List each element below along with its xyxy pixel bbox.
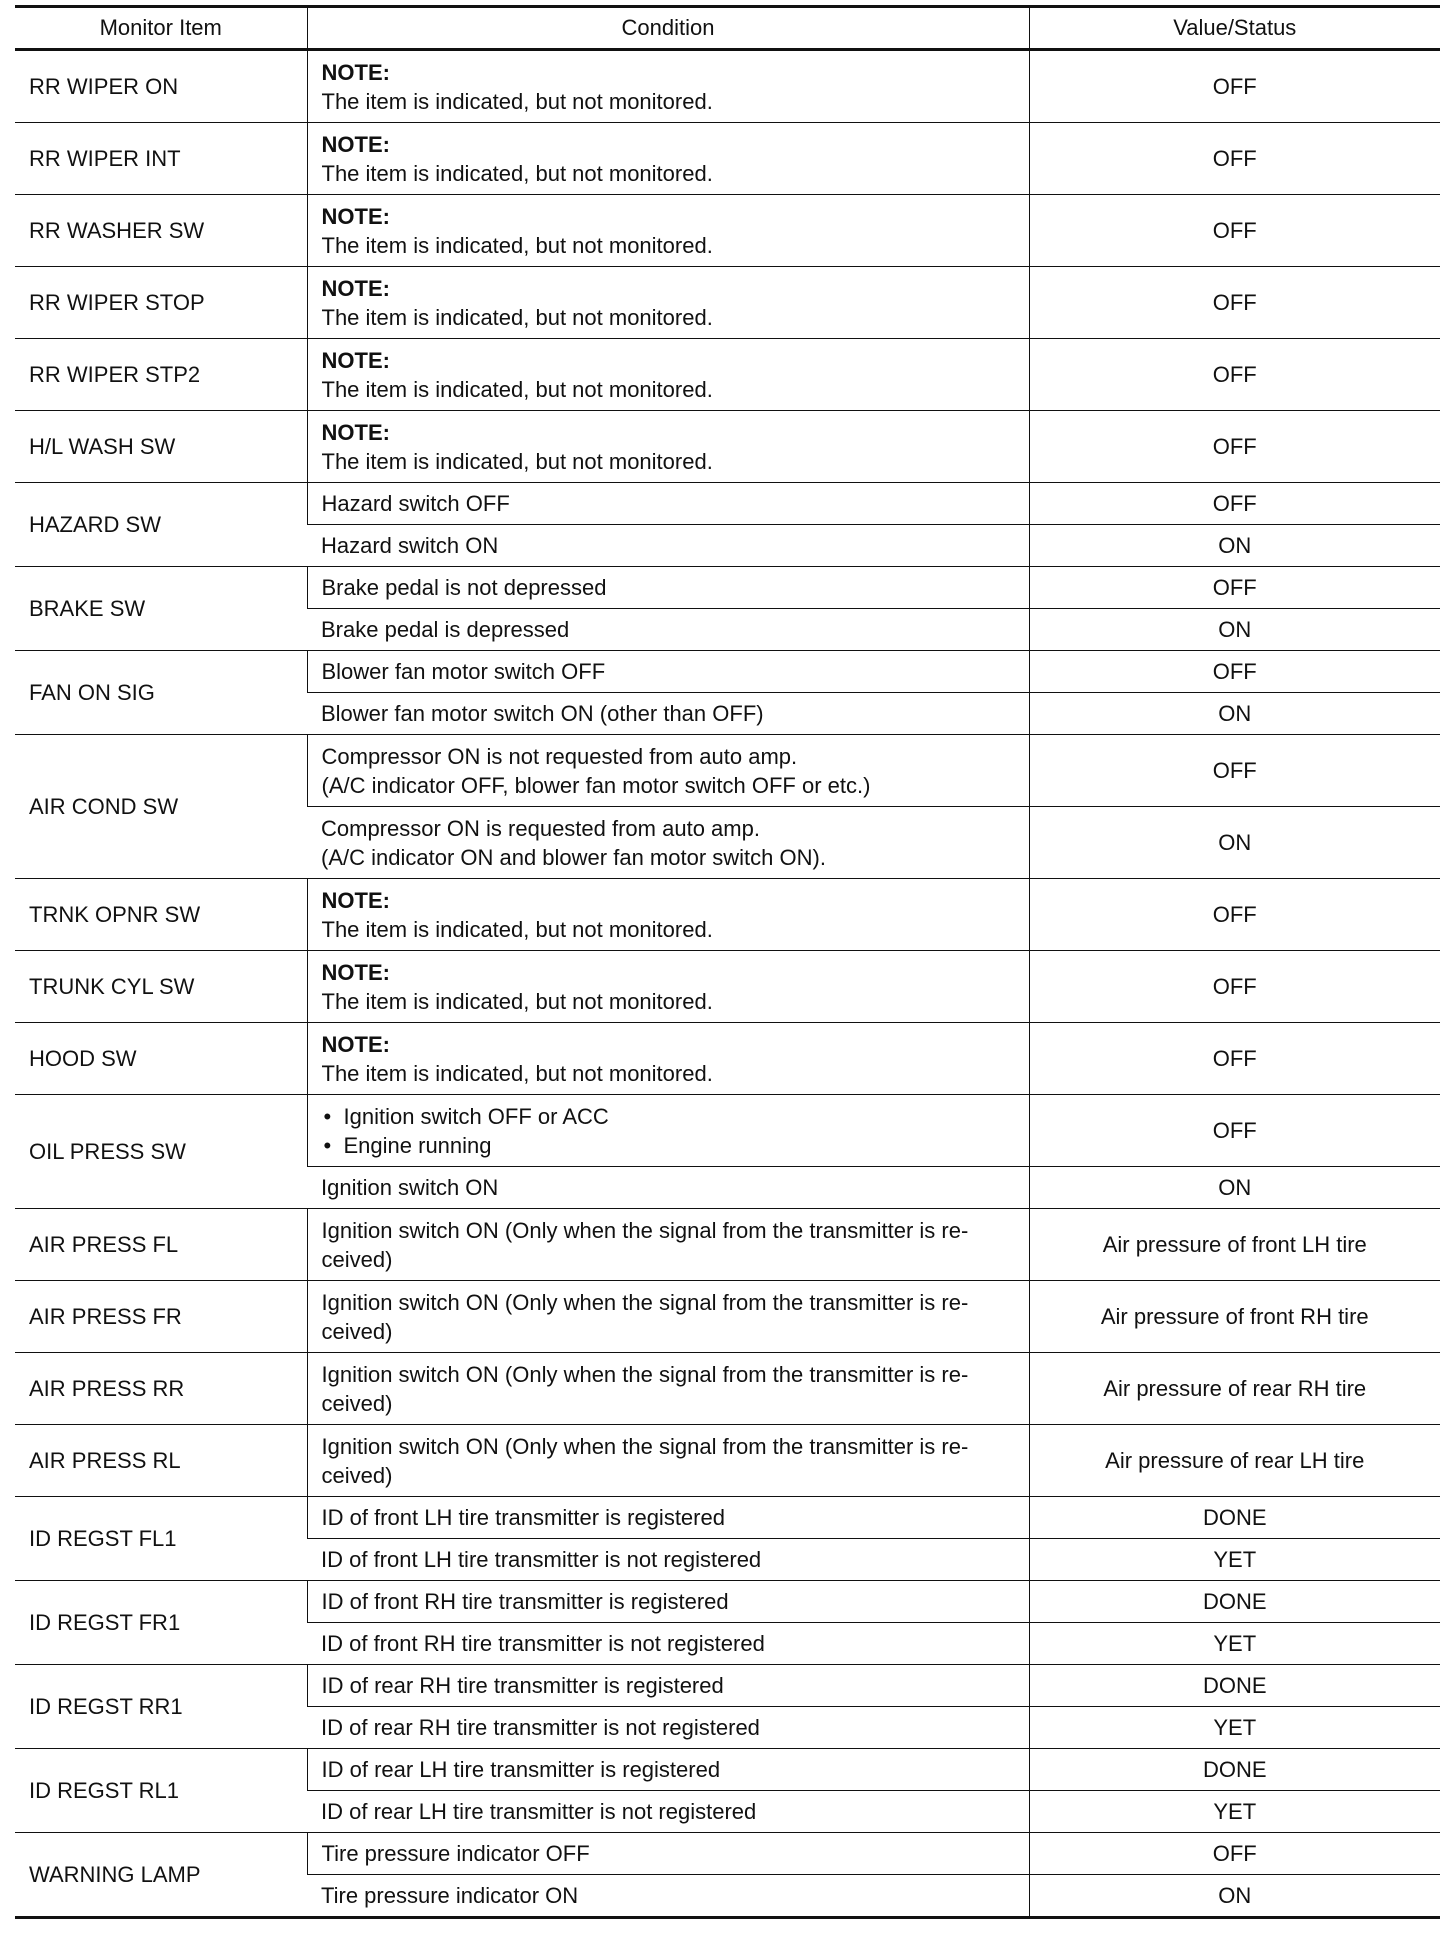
value-status-cell: ON <box>1029 1875 1440 1918</box>
header-condition: Condition <box>307 7 1029 50</box>
condition-text: The item is indicated, but not monitored. <box>321 448 713 474</box>
condition-cell: Blower fan motor switch OFF <box>307 651 1029 693</box>
condition-cell <box>307 411 1029 483</box>
condition-cell: ID of front LH tire transmitter is not registered <box>307 1539 1029 1581</box>
value-status-cell: Air pressure of rear RH tire <box>1029 1353 1440 1425</box>
value-status-cell: OFF <box>1029 483 1440 525</box>
condition-cell: Hazard switch ON <box>307 525 1029 567</box>
monitor-item-cell: ID REGST RR1 <box>15 1665 307 1749</box>
table-row <box>15 411 1440 483</box>
table-row <box>15 1281 1440 1353</box>
monitor-item-cell: RR WIPER STP2 <box>15 339 307 411</box>
value-status-cell: YET <box>1029 1623 1440 1665</box>
note-label: NOTE: <box>321 203 390 229</box>
condition-bullet-item: • Ignition switch OFF or ACC <box>322 1102 1015 1131</box>
condition-cell: ID of rear LH tire transmitter is registered <box>307 1749 1029 1791</box>
condition-line: Compressor ON is not requested from auto amp. <box>321 743 798 769</box>
note-label: NOTE: <box>321 887 390 913</box>
value-status-cell: OFF <box>1029 1833 1440 1875</box>
condition-cell: Brake pedal is not depressed <box>307 567 1029 609</box>
condition-text: The item is indicated, but not monitored. <box>321 1060 713 1086</box>
monitor-item-cell: TRNK OPNR SW <box>15 879 307 951</box>
condition-line: Ignition switch ON (Only when the signal from the transmitter is re- <box>321 1289 969 1315</box>
condition-cell: ID of front LH tire transmitter is registered <box>307 1497 1029 1539</box>
table-row <box>15 483 1440 525</box>
condition-cell: Tire pressure indicator ON <box>307 1875 1029 1918</box>
table-row <box>15 195 1440 267</box>
value-status-cell: DONE <box>1029 1581 1440 1623</box>
value-status-cell: YET <box>1029 1707 1440 1749</box>
condition-cell: ID of front RH tire transmitter is registered <box>307 1581 1029 1623</box>
table-row <box>15 267 1440 339</box>
table-row <box>15 1425 1440 1497</box>
condition-text: The item is indicated, but not monitored. <box>321 232 713 258</box>
condition-cell: Hazard switch OFF <box>307 483 1029 525</box>
table-row <box>15 735 1440 807</box>
table-row <box>15 651 1440 693</box>
table-row <box>15 951 1440 1023</box>
condition-bullet-item: • Engine running <box>322 1131 1015 1160</box>
table-row <box>15 1353 1440 1425</box>
table-header <box>15 7 1440 50</box>
value-status-cell: YET <box>1029 1791 1440 1833</box>
value-status-cell: OFF <box>1029 50 1440 123</box>
note-label: NOTE: <box>321 347 390 373</box>
monitor-item-cell: WARNING LAMP <box>15 1833 307 1918</box>
condition-text: The item is indicated, but not monitored. <box>321 88 713 114</box>
table-row <box>15 879 1440 951</box>
monitor-item-cell: BRAKE SW <box>15 567 307 651</box>
value-status-cell: OFF <box>1029 951 1440 1023</box>
condition-line: Ignition switch ON (Only when the signal from the transmitter is re- <box>321 1217 969 1243</box>
condition-cell <box>307 1023 1029 1095</box>
monitor-item-cell: RR WIPER INT <box>15 123 307 195</box>
monitor-item-cell: RR WIPER ON <box>29 74 179 99</box>
condition-cell <box>307 951 1029 1023</box>
condition-line: (A/C indicator OFF, blower fan motor switch OFF or etc.) <box>321 772 871 798</box>
condition-line: Ignition switch ON (Only when the signal from the transmitter is re- <box>321 1361 969 1387</box>
monitor-item-cell: AIR PRESS RL <box>15 1425 307 1497</box>
value-status-cell: Air pressure of front RH tire <box>1029 1281 1440 1353</box>
value-status-cell: OFF <box>1029 411 1440 483</box>
note-label: NOTE: <box>321 59 390 85</box>
value-status-cell: OFF <box>1029 567 1440 609</box>
monitor-item-cell: HOOD SW <box>15 1023 307 1095</box>
table-row <box>15 567 1440 609</box>
value-status-cell: ON <box>1029 807 1440 879</box>
monitor-item-cell: ID REGST FL1 <box>15 1497 307 1581</box>
value-status-cell: DONE <box>1029 1497 1440 1539</box>
condition-cell <box>307 267 1029 339</box>
monitor-item-table <box>15 5 1440 1919</box>
table-row <box>15 123 1440 195</box>
monitor-item-cell: AIR COND SW <box>15 735 307 879</box>
value-status-cell: Air pressure of front LH tire <box>1029 1209 1440 1281</box>
value-status-cell: OFF <box>1029 879 1440 951</box>
condition-line: ceived) <box>321 1462 393 1488</box>
value-status-cell: OFF <box>1029 1023 1440 1095</box>
note-label: NOTE: <box>321 959 390 985</box>
value-status-cell: ON <box>1029 693 1440 735</box>
condition-text: The item is indicated, but not monitored. <box>321 988 713 1014</box>
condition-cell <box>307 1353 1029 1425</box>
condition-line: (A/C indicator ON and blower fan motor switch ON). <box>321 844 826 870</box>
condition-cell <box>307 123 1029 195</box>
condition-cell: Blower fan motor switch ON (other than OFF) <box>307 693 1029 735</box>
condition-line: Ignition switch ON (Only when the signal from the transmitter is re- <box>321 1433 969 1459</box>
value-status-cell: OFF <box>1029 267 1440 339</box>
monitor-item-cell: RR WIPER STOP <box>15 267 307 339</box>
condition-cell <box>307 195 1029 267</box>
table-row <box>15 1665 1440 1707</box>
condition-line: Compressor ON is requested from auto amp. <box>321 815 760 841</box>
value-status-cell: YET <box>1029 1539 1440 1581</box>
condition-cell <box>307 339 1029 411</box>
value-status-cell: DONE <box>1029 1665 1440 1707</box>
table-row <box>15 1833 1440 1875</box>
condition-line: ceived) <box>321 1318 393 1344</box>
header-value-status: Value/Status <box>1029 7 1440 50</box>
header-row <box>15 7 1440 50</box>
value-status-cell: OFF <box>1029 195 1440 267</box>
condition-cell <box>307 1281 1029 1353</box>
condition-cell <box>307 1209 1029 1281</box>
condition-bullet-list <box>322 1102 1015 1160</box>
value-status-cell: Air pressure of rear LH tire <box>1029 1425 1440 1497</box>
note-label: NOTE: <box>321 275 390 301</box>
value-status-cell: OFF <box>1029 339 1440 411</box>
monitor-item-cell: RR WASHER SW <box>15 195 307 267</box>
condition-cell <box>307 879 1029 951</box>
monitor-item-cell: OIL PRESS SW <box>15 1095 307 1209</box>
table-row <box>15 1023 1440 1095</box>
monitor-item-cell: AIR PRESS FL <box>15 1209 307 1281</box>
table-row <box>15 1095 1440 1167</box>
table-row <box>15 1497 1440 1539</box>
condition-cell: Ignition switch ON <box>307 1167 1029 1209</box>
table-row <box>15 1581 1440 1623</box>
monitor-item-cell: ID REGST FR1 <box>15 1581 307 1665</box>
value-status-cell: ON <box>1029 525 1440 567</box>
value-status-cell: OFF <box>1029 1095 1440 1167</box>
monitor-item-cell: AIR PRESS FR <box>15 1281 307 1353</box>
condition-cell: ID of rear LH tire transmitter is not registered <box>307 1791 1029 1833</box>
condition-cell: Tire pressure indicator OFF <box>307 1833 1029 1875</box>
monitor-item-cell: TRUNK CYL SW <box>15 951 307 1023</box>
condition-text: The item is indicated, but not monitored. <box>321 916 713 942</box>
monitor-item-cell: AIR PRESS RR <box>15 1353 307 1425</box>
table-body <box>15 50 1440 1918</box>
note-label: NOTE: <box>321 1031 390 1057</box>
header-monitor-item: Monitor Item <box>15 7 307 50</box>
condition-text: The item is indicated, but not monitored. <box>321 160 713 186</box>
condition-text: The item is indicated, but not monitored. <box>321 376 713 402</box>
condition-cell: ID of rear RH tire transmitter is not registered <box>307 1707 1029 1749</box>
monitor-item-cell: ID REGST RL1 <box>15 1749 307 1833</box>
table-row <box>15 50 1440 123</box>
condition-text: The item is indicated, but not monitored. <box>321 304 713 330</box>
value-status-cell: DONE <box>1029 1749 1440 1791</box>
table-row <box>15 339 1440 411</box>
condition-cell: Brake pedal is depressed <box>307 609 1029 651</box>
condition-line: ceived) <box>321 1246 393 1272</box>
condition-cell: ID of front RH tire transmitter is not registered <box>307 1623 1029 1665</box>
condition-cell <box>307 1095 1029 1167</box>
condition-cell <box>307 735 1029 807</box>
monitor-item-cell: HAZARD SW <box>15 483 307 567</box>
condition-line: ceived) <box>321 1390 393 1416</box>
value-status-cell: ON <box>1029 1167 1440 1209</box>
condition-cell <box>307 50 1029 123</box>
table-row <box>15 1209 1440 1281</box>
monitor-item-table-container <box>15 5 1440 1919</box>
note-label: NOTE: <box>321 131 390 157</box>
value-status-cell: OFF <box>1029 651 1440 693</box>
value-status-cell: OFF <box>1029 735 1440 807</box>
value-status-cell: OFF <box>1029 123 1440 195</box>
condition-cell <box>307 807 1029 879</box>
monitor-item-cell: FAN ON SIG <box>15 651 307 735</box>
condition-cell <box>307 1425 1029 1497</box>
value-status-cell: ON <box>1029 609 1440 651</box>
monitor-item-cell: H/L WASH SW <box>15 411 307 483</box>
table-row <box>15 1749 1440 1791</box>
condition-cell: ID of rear RH tire transmitter is registered <box>307 1665 1029 1707</box>
note-label: NOTE: <box>321 419 390 445</box>
